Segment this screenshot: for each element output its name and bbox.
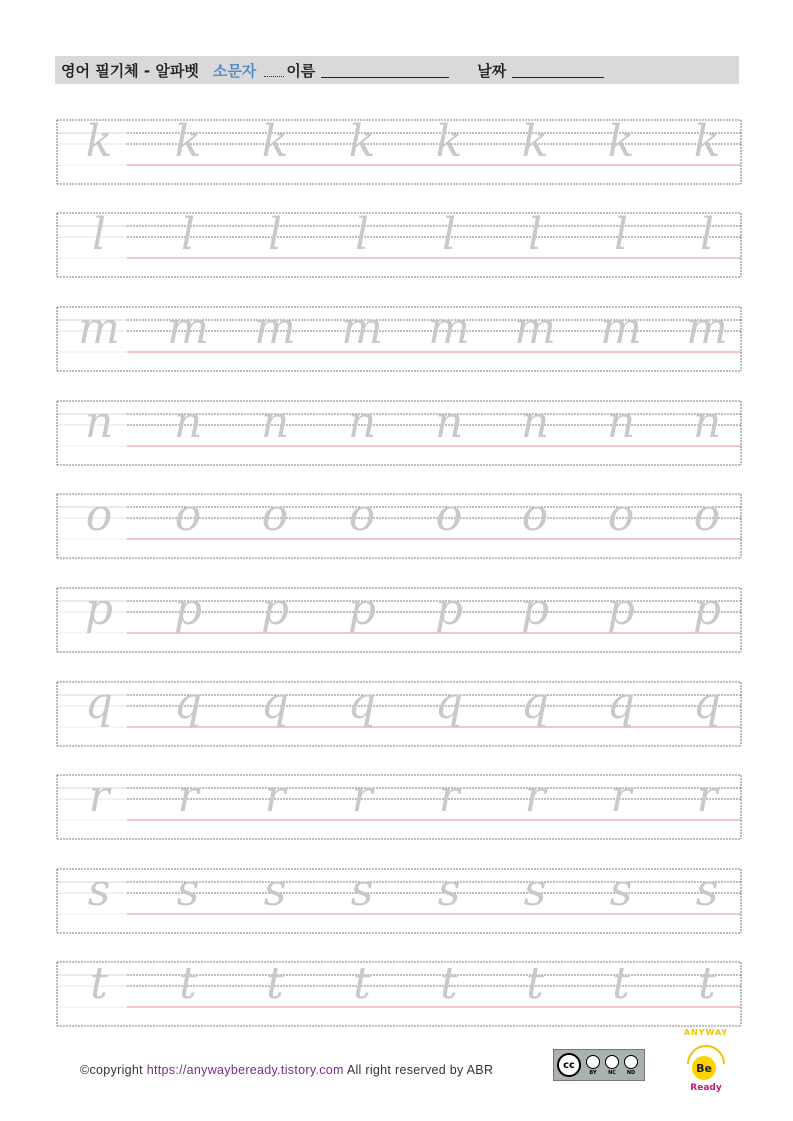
trace-letter: l [267, 209, 283, 260]
trace-letter: p [84, 584, 114, 635]
trace-letter: s [437, 865, 461, 916]
practice-row [57, 490, 741, 559]
trace-letter: p [173, 584, 203, 635]
trace-letter: p [434, 584, 464, 635]
practice-row [57, 958, 741, 1027]
name-label: 이름 [286, 61, 316, 80]
trace-letter: k [693, 116, 721, 167]
trace-letter: q [434, 678, 464, 729]
trace-letter: p [347, 584, 377, 635]
trace-letter: n [347, 397, 377, 448]
cc-icon: cc [557, 1053, 581, 1077]
trace-letter: r [696, 771, 718, 822]
by-icon: BY [585, 1055, 601, 1076]
trace-letter: m [428, 303, 470, 354]
trace-letter: s [523, 865, 547, 916]
copyright-text: ©copyright [80, 1063, 143, 1077]
trace-letter: s [263, 865, 287, 916]
trace-letter: k [348, 116, 376, 167]
practice-row [57, 584, 741, 653]
trace-letter: m [600, 303, 642, 354]
practice-row [57, 865, 741, 934]
trace-letter: o [435, 490, 463, 541]
footer [80, 1063, 493, 1077]
trace-letter: l [91, 209, 107, 260]
trace-letter: l [613, 209, 629, 260]
trace-letter: m [167, 303, 209, 354]
trace-letter: q [173, 678, 203, 729]
trace-letter: s [350, 865, 374, 916]
trace-letter: t [612, 958, 630, 1009]
worksheet-subtitle: 소문자 [212, 61, 257, 80]
trace-letter: q [347, 678, 377, 729]
trace-letter: t [353, 958, 371, 1009]
trace-letter: o [521, 490, 549, 541]
trace-letter: n [606, 397, 636, 448]
worksheet-header [55, 56, 739, 84]
trace-letter: l [180, 209, 196, 260]
trace-letter: k [435, 116, 463, 167]
trace-letter: o [174, 490, 202, 541]
trace-letter: s [176, 865, 200, 916]
trace-letter: l [441, 209, 457, 260]
be-ready-logo [680, 1028, 732, 1096]
dotted-spacer [264, 64, 284, 77]
trace-letter: n [173, 397, 203, 448]
trace-letter: n [84, 397, 114, 448]
rights-text: All right reserved by ABR [346, 1063, 494, 1077]
trace-letter: k [521, 116, 549, 167]
trace-letter: o [85, 490, 113, 541]
trace-letter: n [692, 397, 722, 448]
trace-letter: s [87, 865, 111, 916]
trace-letter: r [524, 771, 546, 822]
trace-letter: q [606, 678, 636, 729]
trace-letter: t [179, 958, 197, 1009]
logo-bottom-text: Ready [690, 1083, 722, 1093]
trace-letter: m [341, 303, 383, 354]
name-blank-line[interactable] [321, 63, 449, 78]
trace-letter: o [693, 490, 721, 541]
trace-letter: o [261, 490, 289, 541]
trace-letter: t [526, 958, 544, 1009]
trace-letter: r [351, 771, 373, 822]
trace-letter: r [177, 771, 199, 822]
trace-letter: m [78, 303, 120, 354]
smiley-icon: Be [692, 1056, 716, 1080]
trace-letter: m [686, 303, 728, 354]
trace-letter: p [692, 584, 722, 635]
trace-letter: r [88, 771, 110, 822]
trace-letter: p [520, 584, 550, 635]
trace-letter: r [438, 771, 460, 822]
trace-letter: k [174, 116, 202, 167]
trace-letter: l [527, 209, 543, 260]
trace-letter: n [520, 397, 550, 448]
trace-letter: m [514, 303, 556, 354]
nc-icon: NC [604, 1055, 620, 1076]
trace-letter: o [607, 490, 635, 541]
trace-letter: l [699, 209, 715, 260]
trace-letter: l [354, 209, 370, 260]
date-blank-line[interactable] [512, 63, 604, 78]
practice-row [57, 303, 741, 372]
trace-letter: k [261, 116, 289, 167]
trace-letter: q [692, 678, 722, 729]
trace-letter: q [260, 678, 290, 729]
trace-letter: k [607, 116, 635, 167]
worksheet-title: 영어 필기체 - 알파벳 [61, 61, 199, 80]
trace-letter: t [266, 958, 284, 1009]
cc-license-badge [553, 1049, 645, 1081]
trace-letter: q [84, 678, 114, 729]
site-link[interactable]: https://anywaybeready.tistory.com [146, 1063, 344, 1077]
trace-letter: q [520, 678, 550, 729]
trace-letter: p [606, 584, 636, 635]
logo-top-text: ANYWAY [683, 1028, 729, 1037]
trace-letter: k [85, 116, 113, 167]
practice-row [57, 116, 741, 185]
trace-letter: m [254, 303, 296, 354]
trace-letter: n [434, 397, 464, 448]
practice-row [57, 209, 741, 278]
trace-letter: n [260, 397, 290, 448]
practice-row [57, 678, 741, 747]
trace-letter: r [264, 771, 286, 822]
trace-letter: s [695, 865, 719, 916]
practice-row [57, 771, 741, 840]
trace-letter: r [610, 771, 632, 822]
nd-icon: ND [623, 1055, 639, 1076]
trace-letter: t [698, 958, 716, 1009]
date-label: 날짜 [477, 61, 507, 80]
trace-letter: p [260, 584, 290, 635]
trace-letter: o [348, 490, 376, 541]
trace-letter: t [440, 958, 458, 1009]
practice-row [57, 397, 741, 466]
trace-letter: s [609, 865, 633, 916]
trace-letter: t [90, 958, 108, 1009]
